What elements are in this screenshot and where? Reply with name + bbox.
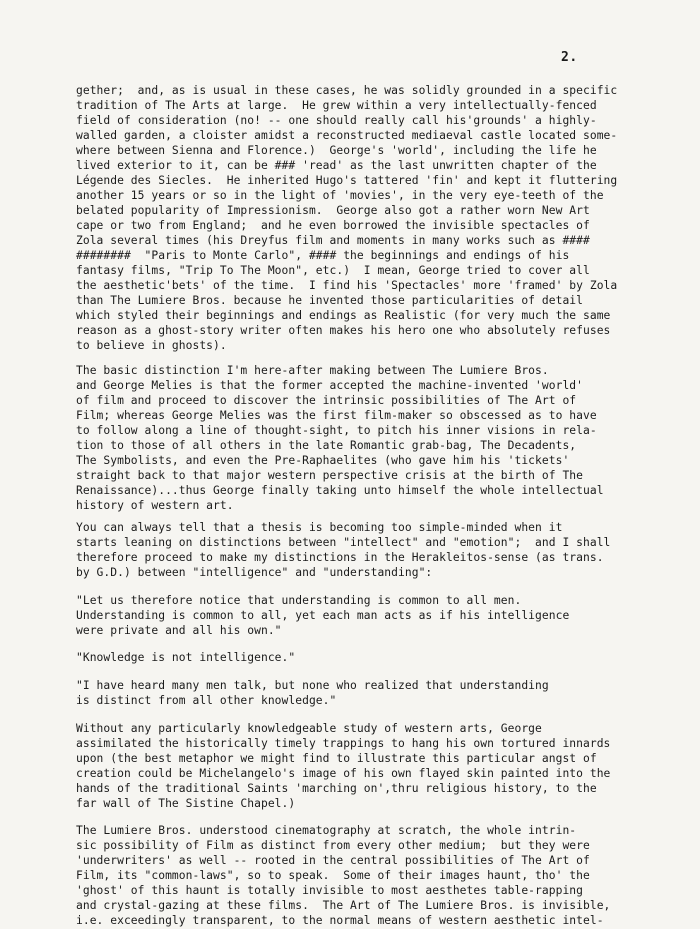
text-line: The Symbolists, and even the Pre-Raphaelites (who gave him his 'tickets' [76,454,570,467]
quote-line: Understanding is common to all, yet each man acts as if his intelligence [76,609,570,622]
quote-line: were private and all his own." [76,624,282,637]
text-line: Renaissance)...thus George finally taking unto himself the whole intellectual [76,484,604,497]
text-line: Zola several times (his Dreyfus film and moments in many works such as #### [76,234,590,247]
text-line: Film; whereas George Melies was the first film-maker so obscessed as to have [76,409,597,422]
text-line: The Lumiere Bros. understood cinematography at scratch, the whole intrin- [76,824,577,837]
text-line: tradition of The Arts at large. He grew within a very intellectually-fenced [76,99,597,112]
text-line: assimilated the historically timely trappings to hang his own tortured innards [76,737,611,750]
text-line: tion to those of all others in the late Romantic grab-bag, The Decadents, [76,439,577,452]
text-line: sic possibility of Film as distinct from every other medium; but they were [76,839,590,852]
text-line: and crystal-gazing at these films. The Art of The Lumiere Bros. is invisible, [76,899,611,912]
text-line: straight back to that major western perspective crisis at the birth of The [76,469,583,482]
text-line: to believe in ghosts). [76,339,227,352]
text-line: another 15 years or so in the light of 'movies', in the very eye-teeth of the [76,189,604,202]
page-number: 2. [561,50,578,65]
text-line: starts leaning on distinctions between "intellect" and "emotion"; and I shall [76,536,611,549]
text-line: than The Lumiere Bros. because he invented those particularities of detail [76,294,583,307]
text-line: 'ghost' of this haunt is totally invisible to most aesthetes table-rapping [76,884,583,897]
text-line: far wall of The Sistine Chapel.) [76,797,296,810]
text-line: upon (the best metaphor we might find to illustrate this particular angst of [76,752,597,765]
text-line: Film, its "common-laws", so to speak. Some of their images haunt, tho' the [76,869,590,882]
text-line: by G.D.) between "intelligence" and "understanding": [76,566,433,579]
text-line: the aesthetic'bets' of the time. I find his 'Spectacles' more 'framed' by Zola [76,279,618,292]
text-line: where between Sienna and Florence.) George's 'world', including the life he [76,144,597,157]
text-line: walled garden, a cloister amidst a reconstructed mediaeval castle located some- [76,129,618,142]
text-line: hands of the traditional Saints 'marching on',thru religious history, to the [76,782,597,795]
text-line: fantasy films, "Trip To The Moon", etc.) I mean, George tried to cover all [76,264,590,277]
text-line: Légende des Siecles. He inherited Hugo's tattered 'fin' and kept it fluttering [76,174,618,187]
text-line: and George Melies is that the former accepted the machine-invented 'world' [76,379,583,392]
text-line: to follow along a line of thought-sight, to pitch his inner visions in rela- [76,424,597,437]
text-line: Without any particularly knowledgeable study of western arts, George [76,722,542,735]
text-line: gether; and, as is usual in these cases, he was solidly grounded in a specific [76,84,618,97]
quote-line: "Knowledge is not intelligence." [76,651,296,664]
text-line: reason as a ghost-story writer often makes his hero one who absolutely refuses [76,324,611,337]
text-line: belated popularity of Impressionism. George also got a rather worn New Art [76,204,590,217]
quote-line: "I have heard many men talk, but none who realized that understanding [76,679,549,692]
text-line: ######## "Paris to Monte Carlo", #### the beginnings and endings of his [76,249,570,262]
text-line: of film and proceed to discover the intrinsic possibilities of The Art of [76,394,577,407]
quote-line: is distinct from all other knowledge." [76,694,337,707]
text-line: You can always tell that a thesis is becoming too simple-minded when it [76,521,563,534]
text-line: cape or two from England; and he even borrowed the invisible spectacles of [76,219,590,232]
text-line: The basic distinction I'm here-after making between The Lumiere Bros. [76,364,549,377]
text-line: which styled their beginnings and endings as Realistic (for very much the same [76,309,611,322]
text-line: field of consideration (no! -- one should really call his'grounds' a highly- [76,114,597,127]
text-line: 'underwriters' as well -- rooted in the central possibilities of The Art of [76,854,590,867]
text-line: therefore proceed to make my distinctions in the Herakleitos-sense (as trans. [76,551,604,564]
text-line: creation could be Michelangelo's image of his own flayed skin painted into the [76,767,611,780]
text-line: i.e. exceedingly transparent, to the normal means of western aesthetic intel- [76,914,604,927]
text-line: history of western art. [76,499,234,512]
text-line: lived exterior to it, can be ### 'read' as the last unwritten chapter of the [76,159,597,172]
quote-line: "Let us therefore notice that understanding is common to all men. [76,594,522,607]
